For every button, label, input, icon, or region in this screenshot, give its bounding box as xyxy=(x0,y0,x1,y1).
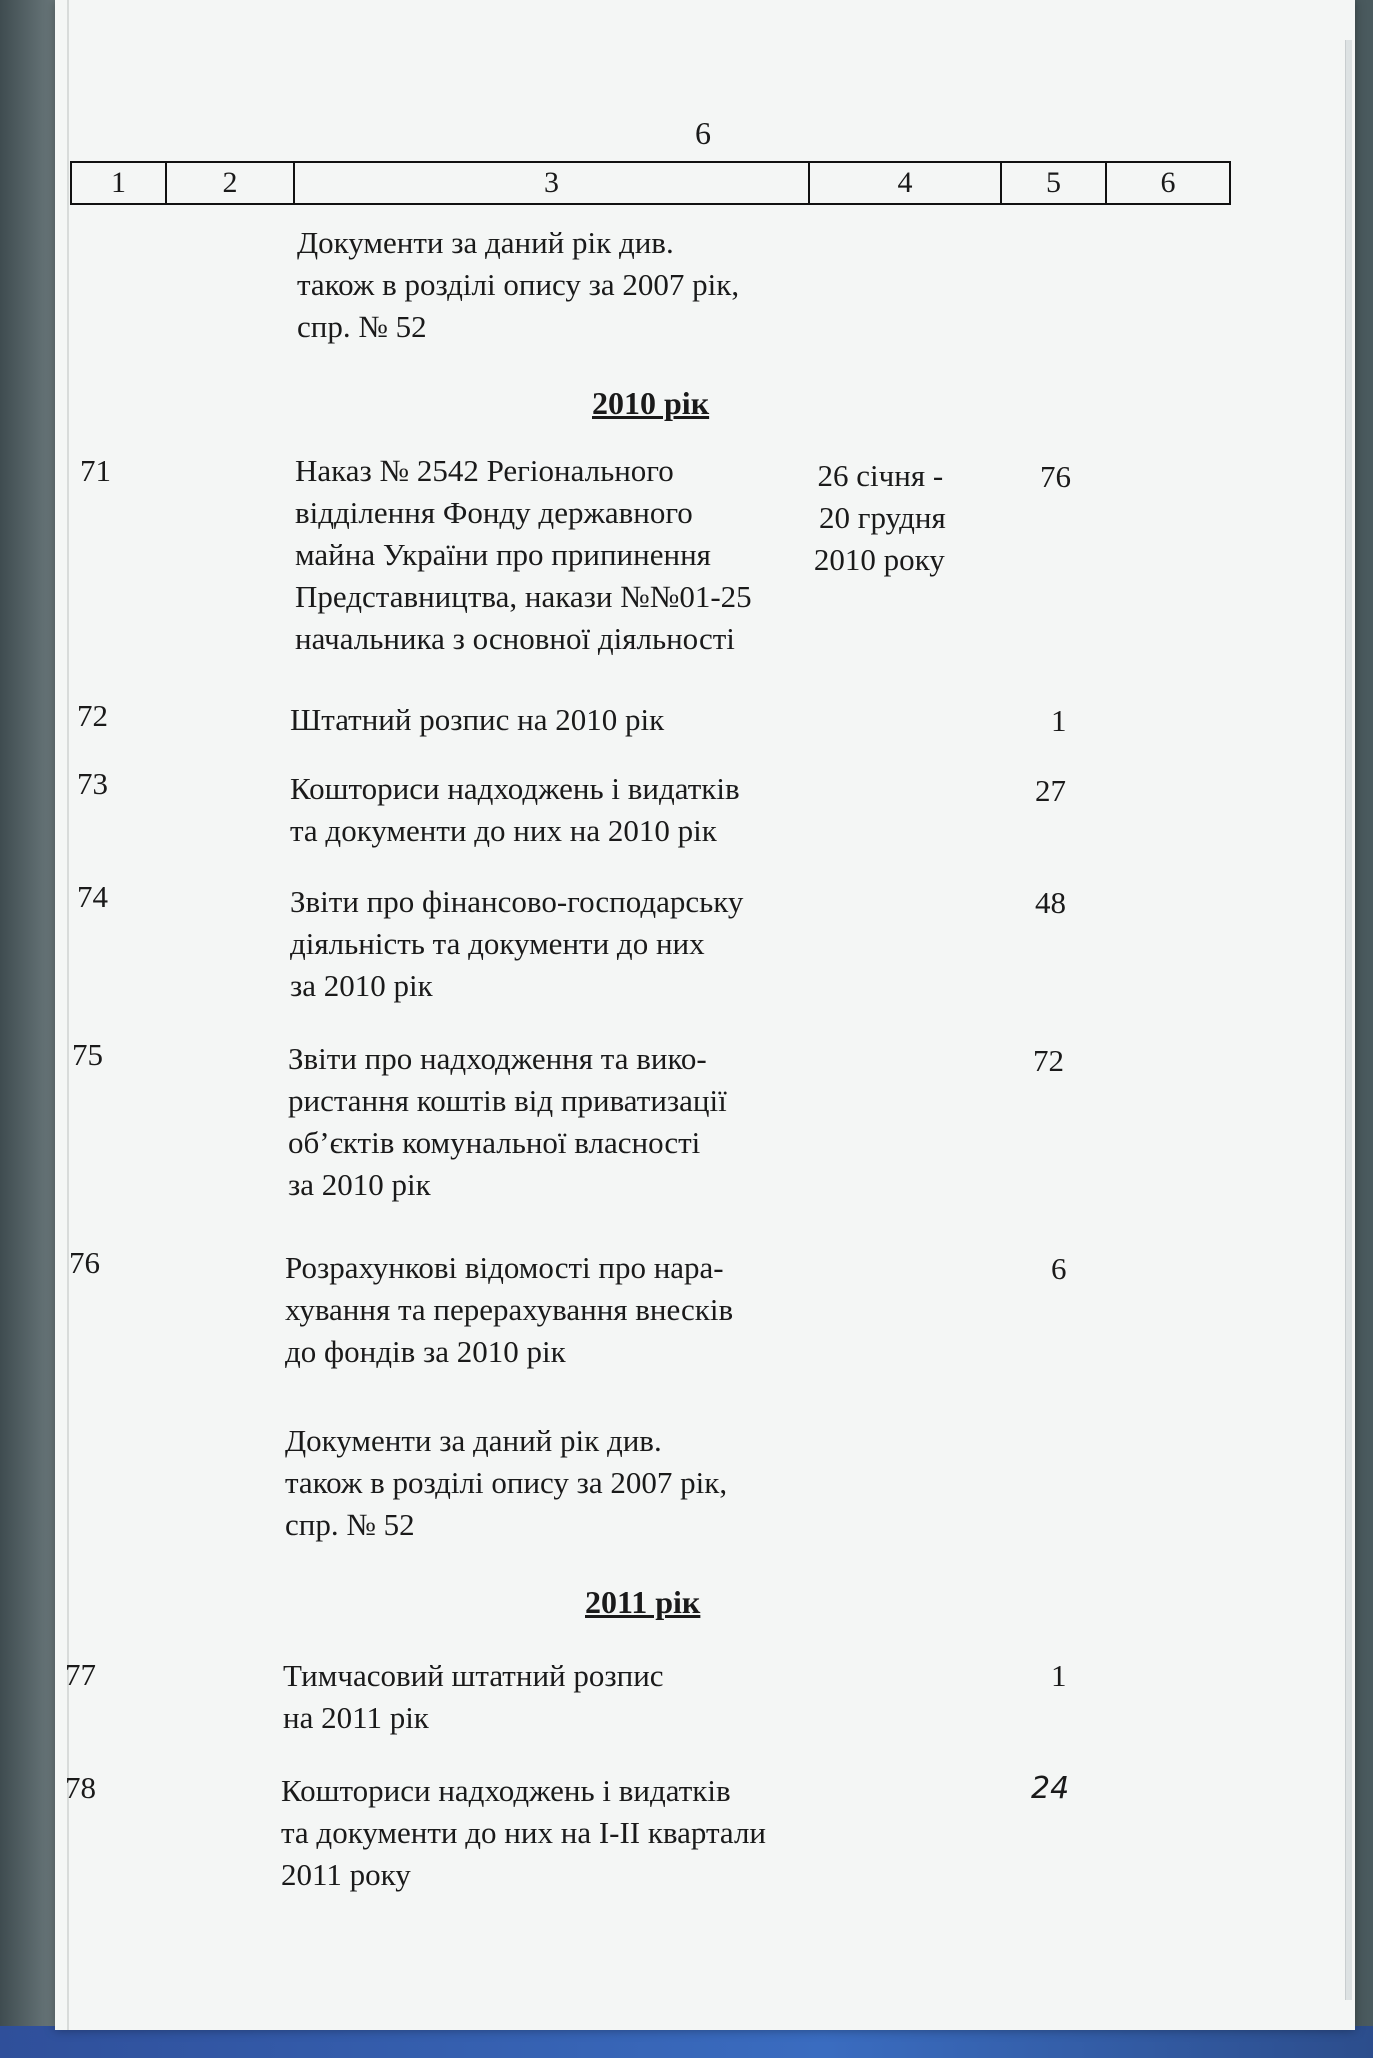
row-73-title: Кошториси надходжень і видатків та документи до них на 2010 рік xyxy=(290,771,740,848)
row-71-dates: 26 січня - 20 грудня 2010 року xyxy=(813,458,946,577)
background-bottom xyxy=(0,2026,1373,2058)
row-72-sheets: 1 xyxy=(1051,703,1067,738)
row-77-number: 77 xyxy=(65,1657,96,1692)
document-page xyxy=(55,0,1355,2030)
page-fold xyxy=(67,0,69,2030)
row-75-sheets: 72 xyxy=(1033,1043,1064,1078)
row-73-number: 73 xyxy=(77,766,108,801)
row-72-title: Штатний розпис на 2010 рік xyxy=(290,702,665,737)
row-75-title: Звіти про надходження та вико- ристання коштів від приватизації об’єктів комунальної власності за 2010 рік xyxy=(288,1041,727,1202)
year-heading-2011: 2011 рік xyxy=(585,1584,701,1620)
row-76-title: Розрахункові відомості про нара- хування та перерахування внесків до фондів за 2010 рік xyxy=(285,1250,734,1369)
row-74-sheets: 48 xyxy=(1035,885,1066,920)
row-76-number: 76 xyxy=(69,1245,100,1280)
background-left xyxy=(0,0,60,2058)
column-header-2: 2 xyxy=(167,163,295,203)
note-top: Документи за даний рік див. також в розділі опису за 2007 рік, спр. № 52 xyxy=(297,225,740,344)
row-78-number: 78 xyxy=(65,1770,96,1805)
row-71-title: Наказ № 2542 Регіонального відділення Фонду державного майна України про припинення Представництва, накази №№01-25 начальника з основної діяльності xyxy=(295,453,752,656)
row-71-number: 71 xyxy=(80,453,111,488)
year-heading-2010: 2010 рік xyxy=(592,385,710,421)
page-number: 6 xyxy=(695,115,711,151)
column-header-row xyxy=(70,161,1231,205)
row-75-number: 75 xyxy=(72,1037,103,1072)
row-77-title: Тимчасовий штатний розпис на 2011 рік xyxy=(283,1658,664,1735)
column-header-4: 4 xyxy=(810,163,1002,203)
row-76-sheets: 6 xyxy=(1051,1251,1067,1286)
page-edge xyxy=(1345,40,1352,2000)
column-header-6: 6 xyxy=(1160,166,1176,199)
column-header-1: 1 xyxy=(72,163,167,203)
row-73-sheets: 27 xyxy=(1035,773,1066,808)
column-header-3: 3 xyxy=(295,163,810,203)
row-74-title: Звіти про фінансово-господарську діяльність та документи до них за 2010 рік xyxy=(290,884,744,1003)
row-78-title: Кошториси надходжень і видатків та документи до них на I-II квартали 2011 року xyxy=(281,1773,767,1892)
note-mid: Документи за даний рік див. також в розділі опису за 2007 рік, спр. № 52 xyxy=(285,1423,728,1542)
column-header-5: 5 xyxy=(1002,163,1107,203)
row-77-sheets: 1 xyxy=(1051,1658,1067,1693)
row-71-sheets: 76 xyxy=(1040,459,1071,494)
row-74-number: 74 xyxy=(77,879,108,914)
row-72-number: 72 xyxy=(77,698,108,733)
row-78-sheets-handwritten: 24 xyxy=(1031,1771,1070,1806)
